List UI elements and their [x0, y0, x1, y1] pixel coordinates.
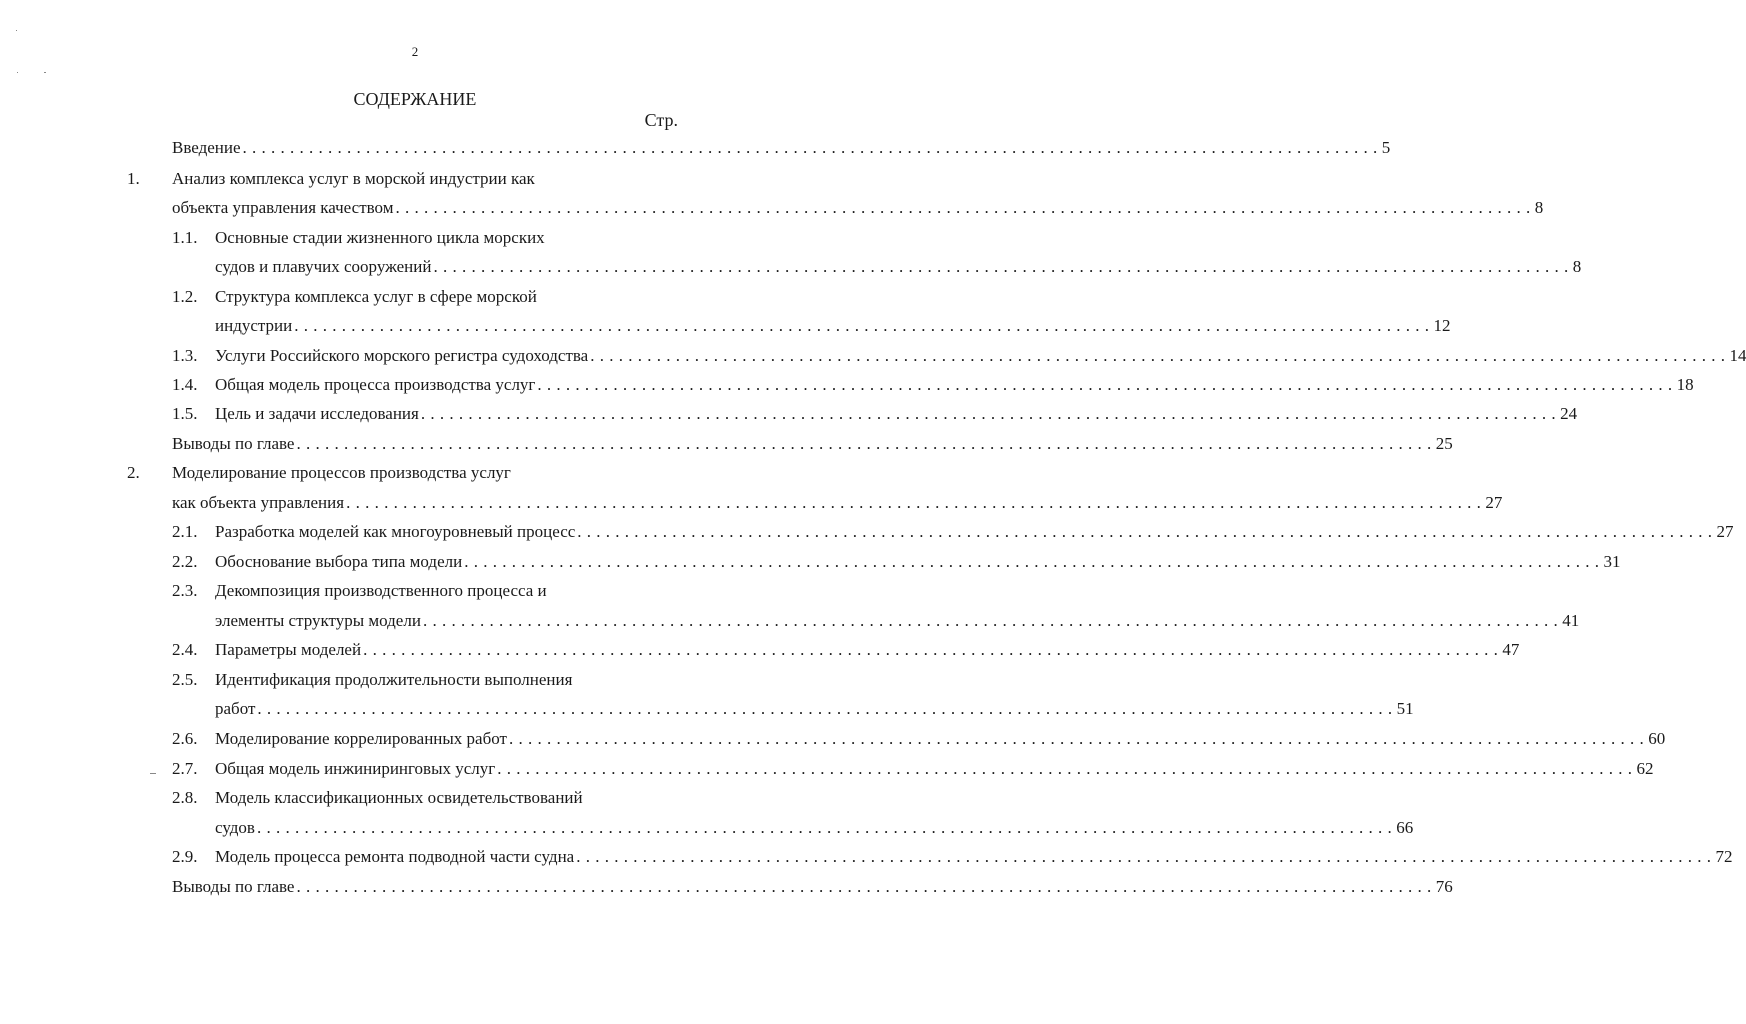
toc-entry-text: судов и плавучих сооружений: [215, 257, 432, 276]
toc-entry-page: 41: [1562, 611, 1580, 630]
chapter-number: 2.: [127, 463, 140, 482]
leader-dots: . . . . . . . . . . . . . . . . . . . . . . . . . . . . . . . . . . . . . . . . . . . . . . . . . . . . . . . . . . . . . . . . . . . . . . . . . . . . . . . . . . . . . . . . . . . . . . . . . . . . . . . . . . . . . . . . . . . . . . . .: [420, 404, 1557, 423]
toc-entry-text: как объекта управления: [172, 493, 345, 512]
leader-dots: . . . . . . . . . . . . . . . . . . . . . . . . . . . . . . . . . . . . . . . . . . . . . . . . . . . . . . . . . . . . . . . . . . . . . . . . . . . . . . . . . . . . . . . . . . . . . . . . . . . . . . . . . . . . . . . . . . . . . . . .: [256, 818, 1393, 837]
toc-entry-chapter-2: [172, 492, 1503, 514]
toc-entry-section: [215, 345, 1746, 367]
toc-entry-text: Обоснование выбора типа модели: [215, 552, 463, 571]
toc-entry-section: [215, 846, 1733, 868]
toc-entry-text: работ: [215, 699, 256, 718]
leader-dots: . . . . . . . . . . . . . . . . . . . . . . . . . . . . . . . . . . . . . . . . . . . . . . . . . . . . . . . . . . . . . . . . . . . . . . . . . . . . . . . . . . . . . . . . . . . . . . . . . . . . . . . . . . . . . . . . . . . . . . . .: [497, 759, 1633, 778]
toc-entry-section: [215, 817, 1414, 839]
toc-entry-conclusion: [172, 433, 1453, 455]
section-number: 2.2.: [172, 552, 198, 571]
toc-entry-section: [215, 403, 1578, 425]
toc-entry-page: 66: [1396, 818, 1414, 837]
toc-entry-text: Параметры моделей: [215, 640, 362, 659]
section-number: 2.1.: [172, 522, 198, 541]
section-number: 2.8.: [172, 788, 198, 807]
toc-entry-page: 27: [1716, 522, 1734, 541]
section-number: 1.1.: [172, 228, 198, 247]
toc-entry-page: 12: [1433, 316, 1451, 335]
toc-entry-section: [215, 639, 1520, 661]
toc-entry-page: 24: [1560, 404, 1578, 423]
section-title-line1: Модель классификационных освидетельствований: [215, 788, 583, 807]
toc-entry-page: 62: [1636, 759, 1654, 778]
leader-dots: . . . . . . . . . . . . . . . . . . . . . . . . . . . . . . . . . . . . . . . . . . . . . . . . . . . . . . . . . . . . . . . . . . . . . . . . . . . . . . . . . . . . . . . . . . . . . . . . . . . . . . . . . . . . . . . . . . . . . . . .: [577, 522, 1713, 541]
toc-entry-page: 8: [1534, 198, 1544, 217]
leader-dots: . . . . . . . . . . . . . . . . . . . . . . . . . . . . . . . . . . . . . . . . . . . . . . . . . . . . . . . . . . . . . . . . . . . . . . . . . . . . . . . . . . . . . . . . . . . . . . . . . . . . . . . . . . . . . . . . . . . . . . . .: [590, 346, 1726, 365]
toc-entry-intro: [172, 137, 1391, 159]
leader-dots: . . . . . . . . . . . . . . . . . . . . . . . . . . . . . . . . . . . . . . . . . . . . . . . . . . . . . . . . . . . . . . . . . . . . . . . . . . . . . . . . . . . . . . . . . . . . . . . . . . . . . . . . . . . . . . . . . . . . . . . .: [576, 847, 1712, 866]
toc-entry-section: [215, 698, 1414, 720]
toc-entry-text: Моделирование коррелированных работ: [215, 729, 507, 748]
toc-entry-page: 25: [1435, 434, 1453, 453]
toc-entry-text: Выводы по главе: [172, 877, 295, 896]
toc-entry-page: 76: [1435, 877, 1453, 896]
leader-dots: . . . . . . . . . . . . . . . . . . . . . . . . . . . . . . . . . . . . . . . . . . . . . . . . . . . . . . . . . . . . . . . . . . . . . . . . . . . . . . . . . . . . . . . . . . . . . . . . . . . . . . . . . . . . . . . . . . . . . . . .: [346, 493, 1482, 512]
leader-dots: . . . . . . . . . . . . . . . . . . . . . . . . . . . . . . . . . . . . . . . . . . . . . . . . . . . . . . . . . . . . . . . . . . . . . . . . . . . . . . . . . . . . . . . . . . . . . . . . . . . . . . . . . . . . . . . . . . . . . . . .: [537, 375, 1673, 394]
toc-entry-page: 47: [1502, 640, 1520, 659]
scan-speck: [16, 30, 17, 31]
toc-entry-page: 51: [1396, 699, 1414, 718]
toc-entry-text: Общая модель инжиниринговых услуг: [215, 759, 496, 778]
toc-entry-text: Разработка моделей как многоуровневый процесс: [215, 522, 576, 541]
section-title-line1: Декомпозиция производственного процесса и: [215, 581, 547, 600]
section-title-line1: Структура комплекса услуг в сфере морской: [215, 287, 537, 306]
section-number: 1.2.: [172, 287, 198, 306]
page-column-label: Стр.: [644, 110, 678, 130]
leader-dots: . . . . . . . . . . . . . . . . . . . . . . . . . . . . . . . . . . . . . . . . . . . . . . . . . . . . . . . . . . . . . . . . . . . . . . . . . . . . . . . . . . . . . . . . . . . . . . . . . . . . . . . . . . . . . . . . . . . . . . . .: [296, 434, 1432, 453]
page-number: 2: [411, 44, 419, 59]
toc-entry-page: 72: [1715, 847, 1733, 866]
leader-dots: . . . . . . . . . . . . . . . . . . . . . . . . . . . . . . . . . . . . . . . . . . . . . . . . . . . . . . . . . . . . . . . . . . . . . . . . . . . . . . . . . . . . . . . . . . . . . . . . . . . . . . . . . . . . . . . . . . . . . . . .: [296, 877, 1432, 896]
toc-entry-page: 5: [1381, 138, 1391, 157]
toc-entry-section: [215, 315, 1451, 337]
section-number: 2.5.: [172, 670, 198, 689]
toc-entry-page: 18: [1676, 375, 1694, 394]
toc-entry-text: Введение: [172, 138, 241, 157]
toc-entry-chapter-1: [172, 197, 1544, 219]
toc-entry-text: индустрии: [215, 316, 293, 335]
toc-entry-text: Цель и задачи исследования: [215, 404, 419, 423]
section-number: 1.3.: [172, 346, 198, 365]
section-title-line1: Идентификация продолжительности выполнения: [215, 670, 573, 689]
section-number: 1.4.: [172, 375, 198, 394]
section-number: 2.6.: [172, 729, 198, 748]
section-number: 2.4.: [172, 640, 198, 659]
toc-entry-conclusion: [172, 876, 1453, 898]
section-number: 2.3.: [172, 581, 198, 600]
leader-dots: . . . . . . . . . . . . . . . . . . . . . . . . . . . . . . . . . . . . . . . . . . . . . . . . . . . . . . . . . . . . . . . . . . . . . . . . . . . . . . . . . . . . . . . . . . . . . . . . . . . . . . . . . . . . . . . . . . . . . . . .: [464, 552, 1600, 571]
toc-entry-text: Общая модель процесса производства услуг: [215, 375, 536, 394]
section-number: 1.5.: [172, 404, 198, 423]
section-title-line1: Основные стадии жизненного цикла морских: [215, 228, 545, 247]
toc-entry-section: [215, 256, 1582, 278]
toc-entry-text: элементы структуры модели: [215, 611, 421, 630]
toc-entry-section: [215, 374, 1694, 396]
toc-entry-page: 8: [1572, 257, 1582, 276]
leader-dots: . . . . . . . . . . . . . . . . . . . . . . . . . . . . . . . . . . . . . . . . . . . . . . . . . . . . . . . . . . . . . . . . . . . . . . . . . . . . . . . . . . . . . . . . . . . . . . . . . . . . . . . . . . . . . . . . . . . . . . . .: [422, 611, 1559, 630]
leader-dots: . . . . . . . . . . . . . . . . . . . . . . . . . . . . . . . . . . . . . . . . . . . . . . . . . . . . . . . . . . . . . . . . . . . . . . . . . . . . . . . . . . . . . . . . . . . . . . . . . . . . . . . . . . . . . . . . . . . . . . . .: [395, 198, 1531, 217]
toc-entry-text: судов: [215, 818, 255, 837]
leader-dots: . . . . . . . . . . . . . . . . . . . . . . . . . . . . . . . . . . . . . . . . . . . . . . . . . . . . . . . . . . . . . . . . . . . . . . . . . . . . . . . . . . . . . . . . . . . . . . . . . . . . . . . . . . . . . . . . . . . . . . . .: [363, 640, 1499, 659]
toc-entry-section: [215, 521, 1734, 543]
section-number: 2.9.: [172, 847, 198, 866]
toc-entry-page: 27: [1485, 493, 1503, 512]
scan-speck: [150, 773, 156, 774]
leader-dots: . . . . . . . . . . . . . . . . . . . . . . . . . . . . . . . . . . . . . . . . . . . . . . . . . . . . . . . . . . . . . . . . . . . . . . . . . . . . . . . . . . . . . . . . . . . . . . . . . . . . . . . . . . . . . . . . . . . . . . . .: [294, 316, 1430, 335]
chapter-number: 1.: [127, 169, 140, 188]
leader-dots: . . . . . . . . . . . . . . . . . . . . . . . . . . . . . . . . . . . . . . . . . . . . . . . . . . . . . . . . . . . . . . . . . . . . . . . . . . . . . . . . . . . . . . . . . . . . . . . . . . . . . . . . . . . . . . . . . . . . . . . .: [433, 257, 1569, 276]
toc-entry-section: [215, 758, 1654, 780]
toc-title: СОДЕРЖАНИЕ: [353, 89, 477, 109]
leader-dots: . . . . . . . . . . . . . . . . . . . . . . . . . . . . . . . . . . . . . . . . . . . . . . . . . . . . . . . . . . . . . . . . . . . . . . . . . . . . . . . . . . . . . . . . . . . . . . . . . . . . . . . . . . . . . . . . . . . . . . . .: [257, 699, 1393, 718]
toc-entry-page: 14: [1729, 346, 1746, 365]
leader-dots: . . . . . . . . . . . . . . . . . . . . . . . . . . . . . . . . . . . . . . . . . . . . . . . . . . . . . . . . . . . . . . . . . . . . . . . . . . . . . . . . . . . . . . . . . . . . . . . . . . . . . . . . . . . . . . . . . . . . . . . .: [242, 138, 1378, 157]
toc-entry-text: Услуги Российского морского регистра судоходства: [215, 346, 589, 365]
chapter-title-line1: Моделирование процессов производства услуг: [172, 463, 511, 482]
leader-dots: . . . . . . . . . . . . . . . . . . . . . . . . . . . . . . . . . . . . . . . . . . . . . . . . . . . . . . . . . . . . . . . . . . . . . . . . . . . . . . . . . . . . . . . . . . . . . . . . . . . . . . . . . . . . . . . . . . . . . . . .: [508, 729, 1645, 748]
scan-speck: [17, 72, 18, 73]
toc-entry-text: Модель процесса ремонта подводной части судна: [215, 847, 575, 866]
toc-entry-section: [215, 728, 1666, 750]
toc-entry-page: 31: [1603, 552, 1621, 571]
toc-entry-page: 60: [1648, 729, 1666, 748]
toc-entry-section: [215, 610, 1580, 632]
scan-speck: [44, 72, 46, 73]
chapter-title-line1: Анализ комплекса услуг в морской индустрии как: [172, 169, 535, 188]
toc-entry-section: [215, 551, 1621, 573]
toc-entry-text: Выводы по главе: [172, 434, 295, 453]
toc-entry-text: объекта управления качеством: [172, 198, 394, 217]
section-number: 2.7.: [172, 759, 198, 778]
